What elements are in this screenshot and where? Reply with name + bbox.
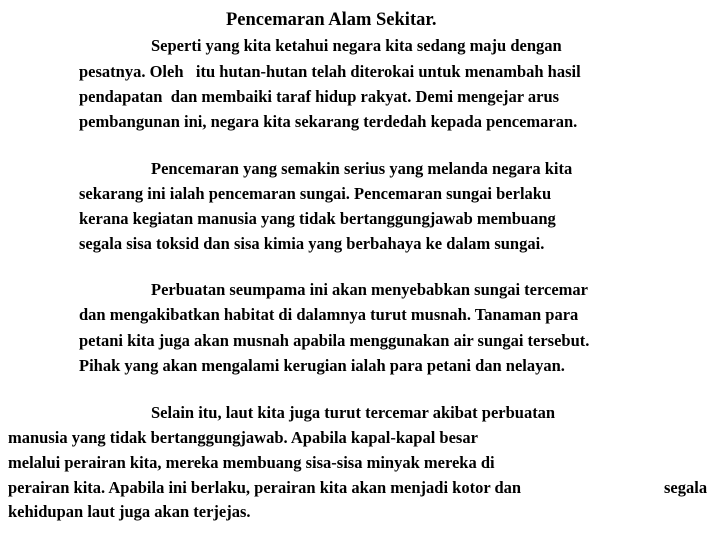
paragraph-line: Pihak yang akan mengalami kerugian ialah para petani dan nelayan. xyxy=(79,356,565,375)
paragraph-line: pendapatan dan membaiki taraf hidup rakyat. Demi mengejar arus xyxy=(79,87,560,106)
paragraph-line: Pencemaran yang semakin serius yang melanda negara kita xyxy=(151,159,573,178)
paragraph-line: manusia yang tidak bertanggungjawab. Apabila kapal-kapal besar xyxy=(8,428,478,447)
paragraph-line: petani kita juga akan musnah apabila menggunakan air sungai tersebut. xyxy=(79,331,590,350)
paragraph-line: segala xyxy=(664,478,708,497)
paragraph-line: Seperti yang kita ketahui negara kita sedang maju dengan xyxy=(151,36,562,55)
paragraph-line: dan mengakibatkan habitat di dalamnya turut musnah. Tanaman para xyxy=(79,305,579,324)
paragraph-line: kerana kegiatan manusia yang tidak bertanggungjawab membuang xyxy=(79,209,556,228)
paragraph-line: pesatnya. Oleh itu hutan-hutan telah diterokai untuk menambah hasil xyxy=(79,62,581,81)
paragraph-line: kehidupan laut juga akan terjejas. xyxy=(8,502,251,521)
paragraph-line: pembangunan ini, negara kita sekarang terdedah kepada pencemaran. xyxy=(79,112,578,131)
paragraph-line: perairan kita. Apabila ini berlaku, perairan kita akan menjadi kotor dan xyxy=(8,478,522,497)
paragraph-line: Perbuatan seumpama ini akan menyebabkan sungai tercemar xyxy=(151,280,588,299)
paragraph-line: sekarang ini ialah pencemaran sungai. Pencemaran sungai berlaku xyxy=(79,184,552,203)
document-title: Pencemaran Alam Sekitar. xyxy=(226,10,437,30)
paragraph-line: Selain itu, laut kita juga turut tercemar akibat perbuatan xyxy=(151,403,556,422)
paragraph-line: melalui perairan kita, mereka membuang sisa-sisa minyak mereka di xyxy=(8,453,495,472)
paragraph-line: segala sisa toksid dan sisa kimia yang berbahaya ke dalam sungai. xyxy=(79,234,545,253)
